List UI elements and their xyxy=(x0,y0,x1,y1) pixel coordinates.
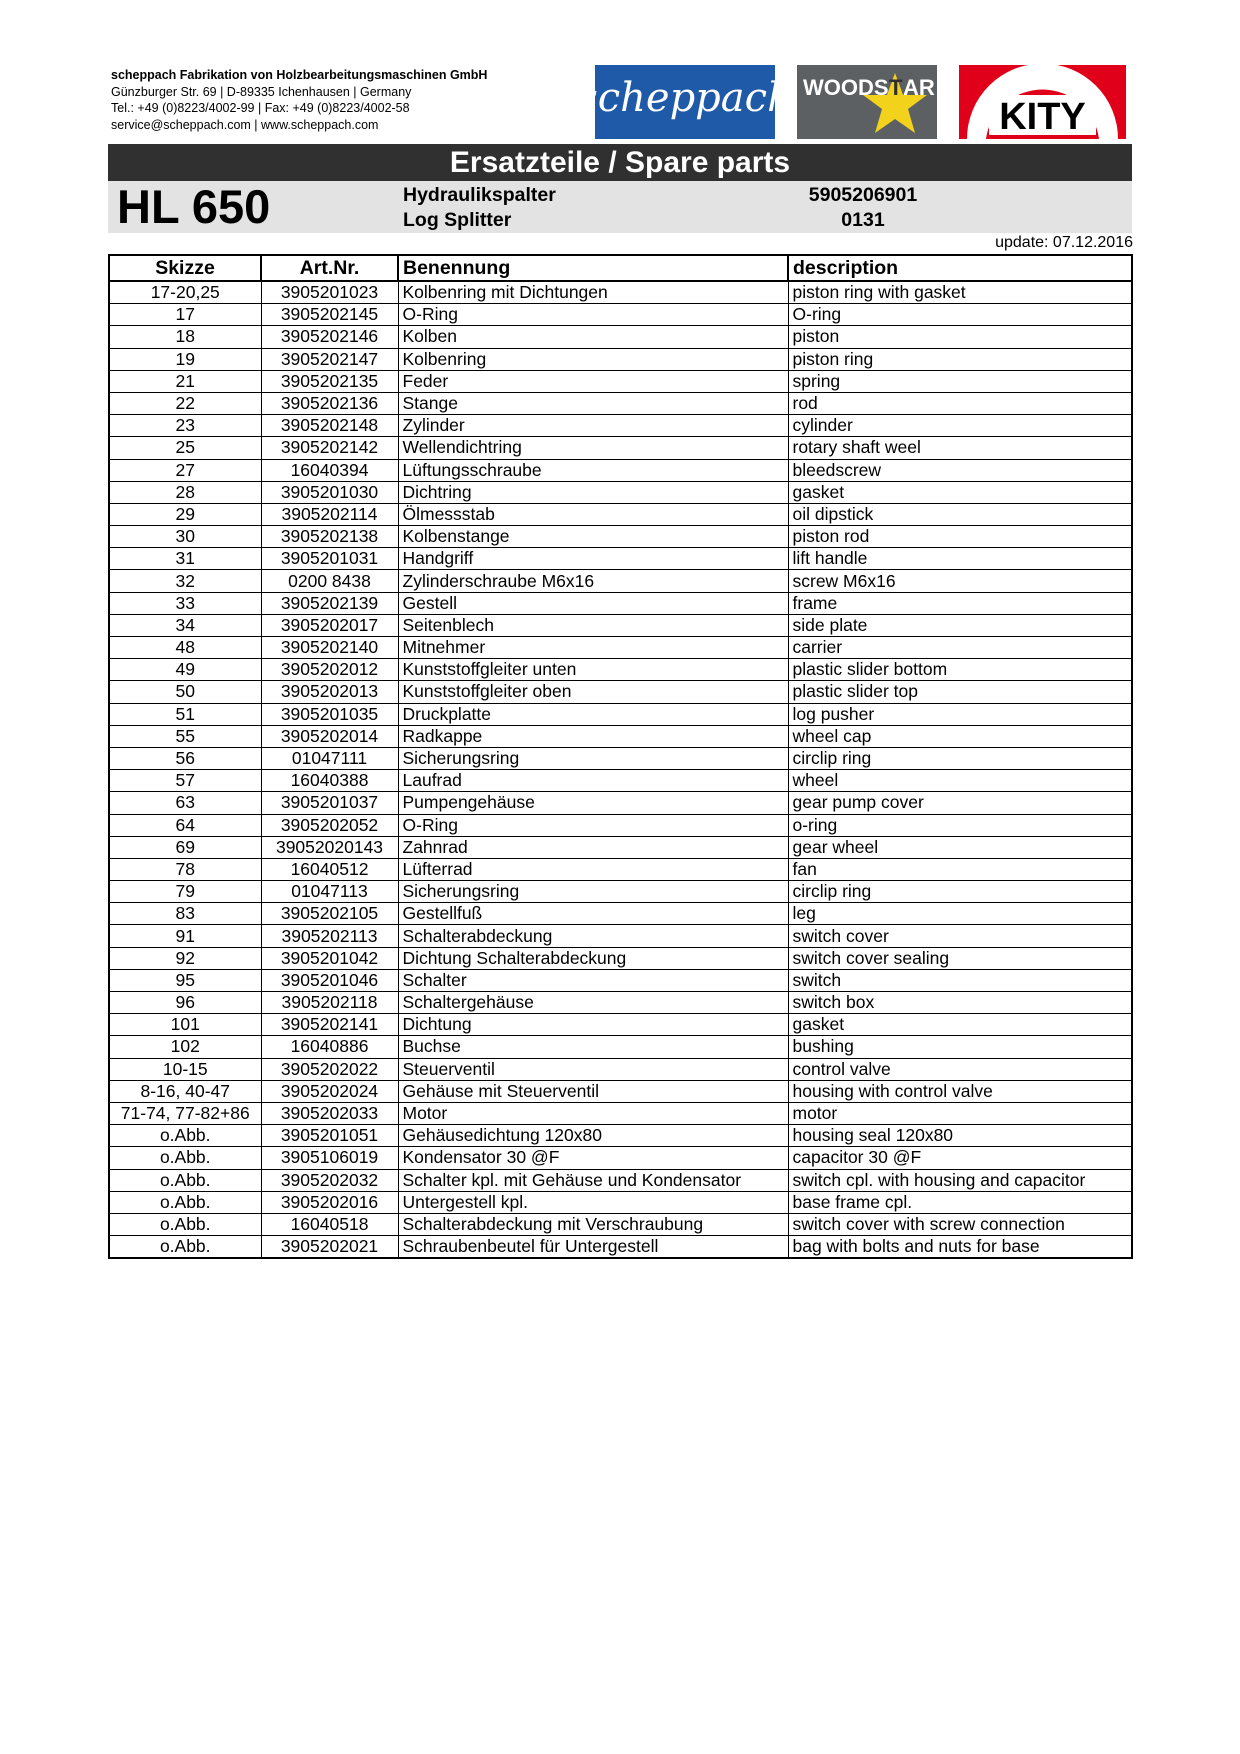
cell-art-nr: 3905202113 xyxy=(261,925,398,947)
cell-benennung: Motor xyxy=(398,1102,788,1124)
cell-skizze: o.Abb. xyxy=(109,1236,261,1259)
cell-benennung: Seitenblech xyxy=(398,614,788,636)
scheppach-logo-text: scheppach xyxy=(577,75,793,121)
cell-art-nr: 16040512 xyxy=(261,858,398,880)
table-row xyxy=(109,1125,1132,1147)
cell-benennung: O-Ring xyxy=(398,814,788,836)
cell-skizze: 31 xyxy=(109,548,261,570)
cell-art-nr: 3905202016 xyxy=(261,1191,398,1213)
cell-benennung: Pumpengehäuse xyxy=(398,792,788,814)
cell-benennung: Lüfterrad xyxy=(398,858,788,880)
table-row xyxy=(109,1169,1132,1191)
cell-skizze: 19 xyxy=(109,348,261,370)
cell-skizze: 92 xyxy=(109,947,261,969)
cell-description: cylinder xyxy=(788,415,1132,437)
table-row xyxy=(109,415,1132,437)
table-row xyxy=(109,1058,1132,1080)
cell-art-nr: 16040518 xyxy=(261,1213,398,1235)
table-row xyxy=(109,881,1132,903)
cell-skizze: 96 xyxy=(109,992,261,1014)
cell-benennung: Dichtung xyxy=(398,1014,788,1036)
cell-benennung: Dichtring xyxy=(398,481,788,503)
table-row xyxy=(109,858,1132,880)
cell-description: o-ring xyxy=(788,814,1132,836)
cell-art-nr: 3905202032 xyxy=(261,1169,398,1191)
table-row xyxy=(109,1102,1132,1124)
cell-art-nr: 3905202138 xyxy=(261,526,398,548)
cell-art-nr: 3905202017 xyxy=(261,614,398,636)
cell-description: switch box xyxy=(788,992,1132,1014)
cell-benennung: Dichtung Schalterabdeckung xyxy=(398,947,788,969)
table-row xyxy=(109,1036,1132,1058)
woodstar-logo-ar: AR xyxy=(903,75,935,100)
cell-art-nr: 3905106019 xyxy=(261,1147,398,1169)
cell-description: oil dipstick xyxy=(788,503,1132,525)
table-row xyxy=(109,747,1132,769)
table-row xyxy=(109,570,1132,592)
cell-description: switch cover with screw connection xyxy=(788,1213,1132,1235)
cell-description: capacitor 30 @F xyxy=(788,1147,1132,1169)
cell-art-nr: 3905202146 xyxy=(261,326,398,348)
column-header-benennung: Benennung xyxy=(398,255,788,281)
table-row xyxy=(109,925,1132,947)
cell-art-nr: 3905202114 xyxy=(261,503,398,525)
cell-art-nr: 3905202012 xyxy=(261,659,398,681)
column-header-description: description xyxy=(788,255,1132,281)
woodstar-logo xyxy=(797,65,937,139)
cell-skizze: 25 xyxy=(109,437,261,459)
cell-art-nr: 3905202135 xyxy=(261,370,398,392)
cell-benennung: Kolbenring xyxy=(398,348,788,370)
cell-benennung: Buchse xyxy=(398,1036,788,1058)
cell-skizze: 102 xyxy=(109,1036,261,1058)
cell-skizze: 17-20,25 xyxy=(109,281,261,304)
cell-description: gear wheel xyxy=(788,836,1132,858)
cell-skizze: 10-15 xyxy=(109,1058,261,1080)
cell-benennung: Mitnehmer xyxy=(398,637,788,659)
table-header-row xyxy=(109,255,1132,281)
article-subcode: 0131 xyxy=(841,209,885,231)
cell-benennung: Zahnrad xyxy=(398,836,788,858)
cell-description: rod xyxy=(788,392,1132,414)
table-row xyxy=(109,637,1132,659)
cell-art-nr: 3905201046 xyxy=(261,969,398,991)
cell-skizze: 28 xyxy=(109,481,261,503)
cell-skizze: o.Abb. xyxy=(109,1125,261,1147)
cell-skizze: 63 xyxy=(109,792,261,814)
cell-description: circlip ring xyxy=(788,747,1132,769)
table-row xyxy=(109,548,1132,570)
cell-skizze: 64 xyxy=(109,814,261,836)
cell-skizze: 56 xyxy=(109,747,261,769)
cell-skizze: 33 xyxy=(109,592,261,614)
table-row xyxy=(109,503,1132,525)
cell-art-nr: 0200 8438 xyxy=(261,570,398,592)
cell-benennung: Handgriff xyxy=(398,548,788,570)
cell-art-nr: 3905202118 xyxy=(261,992,398,1014)
cell-description: O-ring xyxy=(788,304,1132,326)
table-row xyxy=(109,703,1132,725)
update-date: update: 07.12.2016 xyxy=(995,234,1133,251)
scheppach-logo xyxy=(577,65,793,139)
cell-description: lift handle xyxy=(788,548,1132,570)
cell-description: wheel cap xyxy=(788,725,1132,747)
cell-skizze: 91 xyxy=(109,925,261,947)
cell-description: piston xyxy=(788,326,1132,348)
cell-skizze: o.Abb. xyxy=(109,1147,261,1169)
product-name-de: Hydraulikspalter xyxy=(403,184,556,206)
cell-skizze: 29 xyxy=(109,503,261,525)
cell-skizze: 95 xyxy=(109,969,261,991)
cell-art-nr: 01047111 xyxy=(261,747,398,769)
cell-description: switch xyxy=(788,969,1132,991)
cell-benennung: Druckplatte xyxy=(398,703,788,725)
table-row xyxy=(109,1236,1132,1259)
table-row xyxy=(109,770,1132,792)
table-row xyxy=(109,659,1132,681)
cell-skizze: 78 xyxy=(109,858,261,880)
cell-description: circlip ring xyxy=(788,881,1132,903)
cell-benennung: Gestellfuß xyxy=(398,903,788,925)
cell-benennung: Steuerventil xyxy=(398,1058,788,1080)
woodstar-logo-star: T xyxy=(889,75,903,100)
cell-description: wheel xyxy=(788,770,1132,792)
cell-skizze: o.Abb. xyxy=(109,1213,261,1235)
cell-art-nr: 3905201035 xyxy=(261,703,398,725)
company-name: scheppach Fabrikation von Holzbearbeitungsmaschinen GmbH xyxy=(111,68,488,82)
cell-art-nr: 3905201030 xyxy=(261,481,398,503)
cell-description: gasket xyxy=(788,1014,1132,1036)
cell-benennung: Stange xyxy=(398,392,788,414)
cell-skizze: 79 xyxy=(109,881,261,903)
cell-art-nr: 3905202014 xyxy=(261,725,398,747)
cell-art-nr: 3905201031 xyxy=(261,548,398,570)
cell-benennung: Kolben xyxy=(398,326,788,348)
cell-art-nr: 16040886 xyxy=(261,1036,398,1058)
company-contact: service@scheppach.com | www.scheppach.com xyxy=(111,117,379,132)
table-row xyxy=(109,614,1132,636)
table-row xyxy=(109,281,1132,304)
cell-description: motor xyxy=(788,1102,1132,1124)
cell-description: gasket xyxy=(788,481,1132,503)
cell-art-nr: 3905201051 xyxy=(261,1125,398,1147)
model-number: HL 650 xyxy=(117,180,271,233)
cell-description: rotary shaft weel xyxy=(788,437,1132,459)
cell-skizze: 32 xyxy=(109,570,261,592)
cell-benennung: Kolbenstange xyxy=(398,526,788,548)
spare-parts-banner: Ersatzteile / Spare parts xyxy=(108,144,1132,181)
cell-art-nr: 3905202141 xyxy=(261,1014,398,1036)
cell-art-nr: 3905201042 xyxy=(261,947,398,969)
cell-art-nr: 16040388 xyxy=(261,770,398,792)
cell-description: plastic slider top xyxy=(788,681,1132,703)
cell-skizze: 21 xyxy=(109,370,261,392)
cell-skizze: 57 xyxy=(109,770,261,792)
table-body xyxy=(109,281,1132,1258)
table-row xyxy=(109,814,1132,836)
company-phone: Tel.: +49 (0)8223/4002-99 | Fax: +49 (0)8223/4002-58 xyxy=(111,101,410,115)
cell-skizze: o.Abb. xyxy=(109,1191,261,1213)
cell-description: bleedscrew xyxy=(788,459,1132,481)
spare-parts-table xyxy=(108,254,1133,1259)
cell-description: spring xyxy=(788,370,1132,392)
cell-art-nr: 3905202139 xyxy=(261,592,398,614)
table-row xyxy=(109,1014,1132,1036)
cell-description: piston ring xyxy=(788,348,1132,370)
cell-benennung: Kondensator 30 @F xyxy=(398,1147,788,1169)
cell-benennung: Laufrad xyxy=(398,770,788,792)
cell-description: leg xyxy=(788,903,1132,925)
cell-skizze: 49 xyxy=(109,659,261,681)
cell-benennung: Schraubenbeutel für Untergestell xyxy=(398,1236,788,1259)
kity-logo xyxy=(959,65,1126,139)
cell-description: fan xyxy=(788,858,1132,880)
table-row xyxy=(109,348,1132,370)
cell-benennung: Wellendichtring xyxy=(398,437,788,459)
cell-skizze: 27 xyxy=(109,459,261,481)
cell-art-nr: 3905202022 xyxy=(261,1058,398,1080)
cell-benennung: O-Ring xyxy=(398,304,788,326)
cell-skizze: 101 xyxy=(109,1014,261,1036)
cell-description: gear pump cover xyxy=(788,792,1132,814)
cell-description: control valve xyxy=(788,1058,1132,1080)
cell-benennung: Feder xyxy=(398,370,788,392)
cell-benennung: Kunststoffgleiter oben xyxy=(398,681,788,703)
table-row xyxy=(109,481,1132,503)
table-row xyxy=(109,392,1132,414)
cell-art-nr: 3905202142 xyxy=(261,437,398,459)
cell-benennung: Radkappe xyxy=(398,725,788,747)
cell-skizze: 48 xyxy=(109,637,261,659)
table-row xyxy=(109,969,1132,991)
cell-benennung: Gehäuse mit Steuerventil xyxy=(398,1080,788,1102)
cell-art-nr: 3905202148 xyxy=(261,415,398,437)
cell-benennung: Schalterabdeckung xyxy=(398,925,788,947)
cell-benennung: Lüftungsschraube xyxy=(398,459,788,481)
cell-art-nr: 3905202024 xyxy=(261,1080,398,1102)
cell-art-nr: 3905202136 xyxy=(261,392,398,414)
cell-benennung: Zylinder xyxy=(398,415,788,437)
table-row xyxy=(109,1147,1132,1169)
cell-skizze: o.Abb. xyxy=(109,1169,261,1191)
cell-description: base frame cpl. xyxy=(788,1191,1132,1213)
cell-description: switch cpl. with housing and capacitor xyxy=(788,1169,1132,1191)
cell-art-nr: 39052020143 xyxy=(261,836,398,858)
cell-art-nr: 3905202033 xyxy=(261,1102,398,1124)
cell-skizze: 51 xyxy=(109,703,261,725)
column-header-skizze: Skizze xyxy=(109,255,261,281)
cell-art-nr: 3905202021 xyxy=(261,1236,398,1259)
table-row xyxy=(109,1080,1132,1102)
cell-art-nr: 16040394 xyxy=(261,459,398,481)
table-row xyxy=(109,725,1132,747)
cell-benennung: Sicherungsring xyxy=(398,881,788,903)
cell-skizze: 50 xyxy=(109,681,261,703)
cell-description: bag with bolts and nuts for base xyxy=(788,1236,1132,1259)
cell-benennung: Kolbenring mit Dichtungen xyxy=(398,281,788,304)
cell-art-nr: 3905202105 xyxy=(261,903,398,925)
column-header-art-nr: Art.Nr. xyxy=(261,255,398,281)
cell-benennung: Sicherungsring xyxy=(398,747,788,769)
table-row xyxy=(109,947,1132,969)
cell-art-nr: 3905202147 xyxy=(261,348,398,370)
cell-skizze: 18 xyxy=(109,326,261,348)
cell-description: plastic slider bottom xyxy=(788,659,1132,681)
cell-benennung: Schaltergehäuse xyxy=(398,992,788,1014)
table-row xyxy=(109,681,1132,703)
cell-skizze: 34 xyxy=(109,614,261,636)
cell-description: frame xyxy=(788,592,1132,614)
table-row xyxy=(109,903,1132,925)
cell-art-nr: 3905202013 xyxy=(261,681,398,703)
cell-description: bushing xyxy=(788,1036,1132,1058)
cell-description: switch cover sealing xyxy=(788,947,1132,969)
product-name-en: Log Splitter xyxy=(403,209,512,231)
cell-skizze: 83 xyxy=(109,903,261,925)
company-block xyxy=(111,67,487,133)
table-row xyxy=(109,526,1132,548)
cell-description: carrier xyxy=(788,637,1132,659)
table-row xyxy=(109,326,1132,348)
cell-skizze: 8-16, 40-47 xyxy=(109,1080,261,1102)
cell-art-nr: 3905201023 xyxy=(261,281,398,304)
cell-benennung: Schalterabdeckung mit Verschraubung xyxy=(398,1213,788,1235)
table-row xyxy=(109,459,1132,481)
table-row xyxy=(109,1213,1132,1235)
cell-art-nr: 01047113 xyxy=(261,881,398,903)
table-row xyxy=(109,992,1132,1014)
cell-art-nr: 3905202140 xyxy=(261,637,398,659)
cell-description: screw M6x16 xyxy=(788,570,1132,592)
cell-skizze: 69 xyxy=(109,836,261,858)
cell-benennung: Zylinderschraube M6x16 xyxy=(398,570,788,592)
company-address: Günzburger Str. 69 | D-89335 Ichenhausen | Germany xyxy=(111,84,412,99)
cell-art-nr: 3905202145 xyxy=(261,304,398,326)
cell-skizze: 30 xyxy=(109,526,261,548)
table-row xyxy=(109,792,1132,814)
cell-description: switch cover xyxy=(788,925,1132,947)
table-row xyxy=(109,304,1132,326)
table-row xyxy=(109,1191,1132,1213)
article-code: 5905206901 xyxy=(808,184,918,206)
table-row xyxy=(109,370,1132,392)
product-header xyxy=(108,181,1132,233)
cell-skizze: 22 xyxy=(109,392,261,414)
cell-skizze: 71-74, 77-82+86 xyxy=(109,1102,261,1124)
cell-description: log pusher xyxy=(788,703,1132,725)
cell-skizze: 23 xyxy=(109,415,261,437)
cell-description: housing with control valve xyxy=(788,1080,1132,1102)
cell-description: piston rod xyxy=(788,526,1132,548)
cell-skizze: 17 xyxy=(109,304,261,326)
woodstar-logo-wood: WOODS xyxy=(803,75,889,100)
cell-benennung: Ölmessstab xyxy=(398,503,788,525)
cell-description: side plate xyxy=(788,614,1132,636)
cell-benennung: Untergestell kpl. xyxy=(398,1191,788,1213)
cell-art-nr: 3905202052 xyxy=(261,814,398,836)
cell-benennung: Gehäusedichtung 120x80 xyxy=(398,1125,788,1147)
cell-description: piston ring with gasket xyxy=(788,281,1132,304)
cell-description: housing seal 120x80 xyxy=(788,1125,1132,1147)
cell-skizze: 55 xyxy=(109,725,261,747)
table-row xyxy=(109,592,1132,614)
cell-benennung: Schalter kpl. mit Gehäuse und Kondensator xyxy=(398,1169,788,1191)
cell-benennung: Schalter xyxy=(398,969,788,991)
cell-benennung: Kunststoffgleiter unten xyxy=(398,659,788,681)
kity-logo-text: KITY xyxy=(999,96,1086,138)
cell-benennung: Gestell xyxy=(398,592,788,614)
table-row xyxy=(109,437,1132,459)
cell-art-nr: 3905201037 xyxy=(261,792,398,814)
table-row xyxy=(109,836,1132,858)
